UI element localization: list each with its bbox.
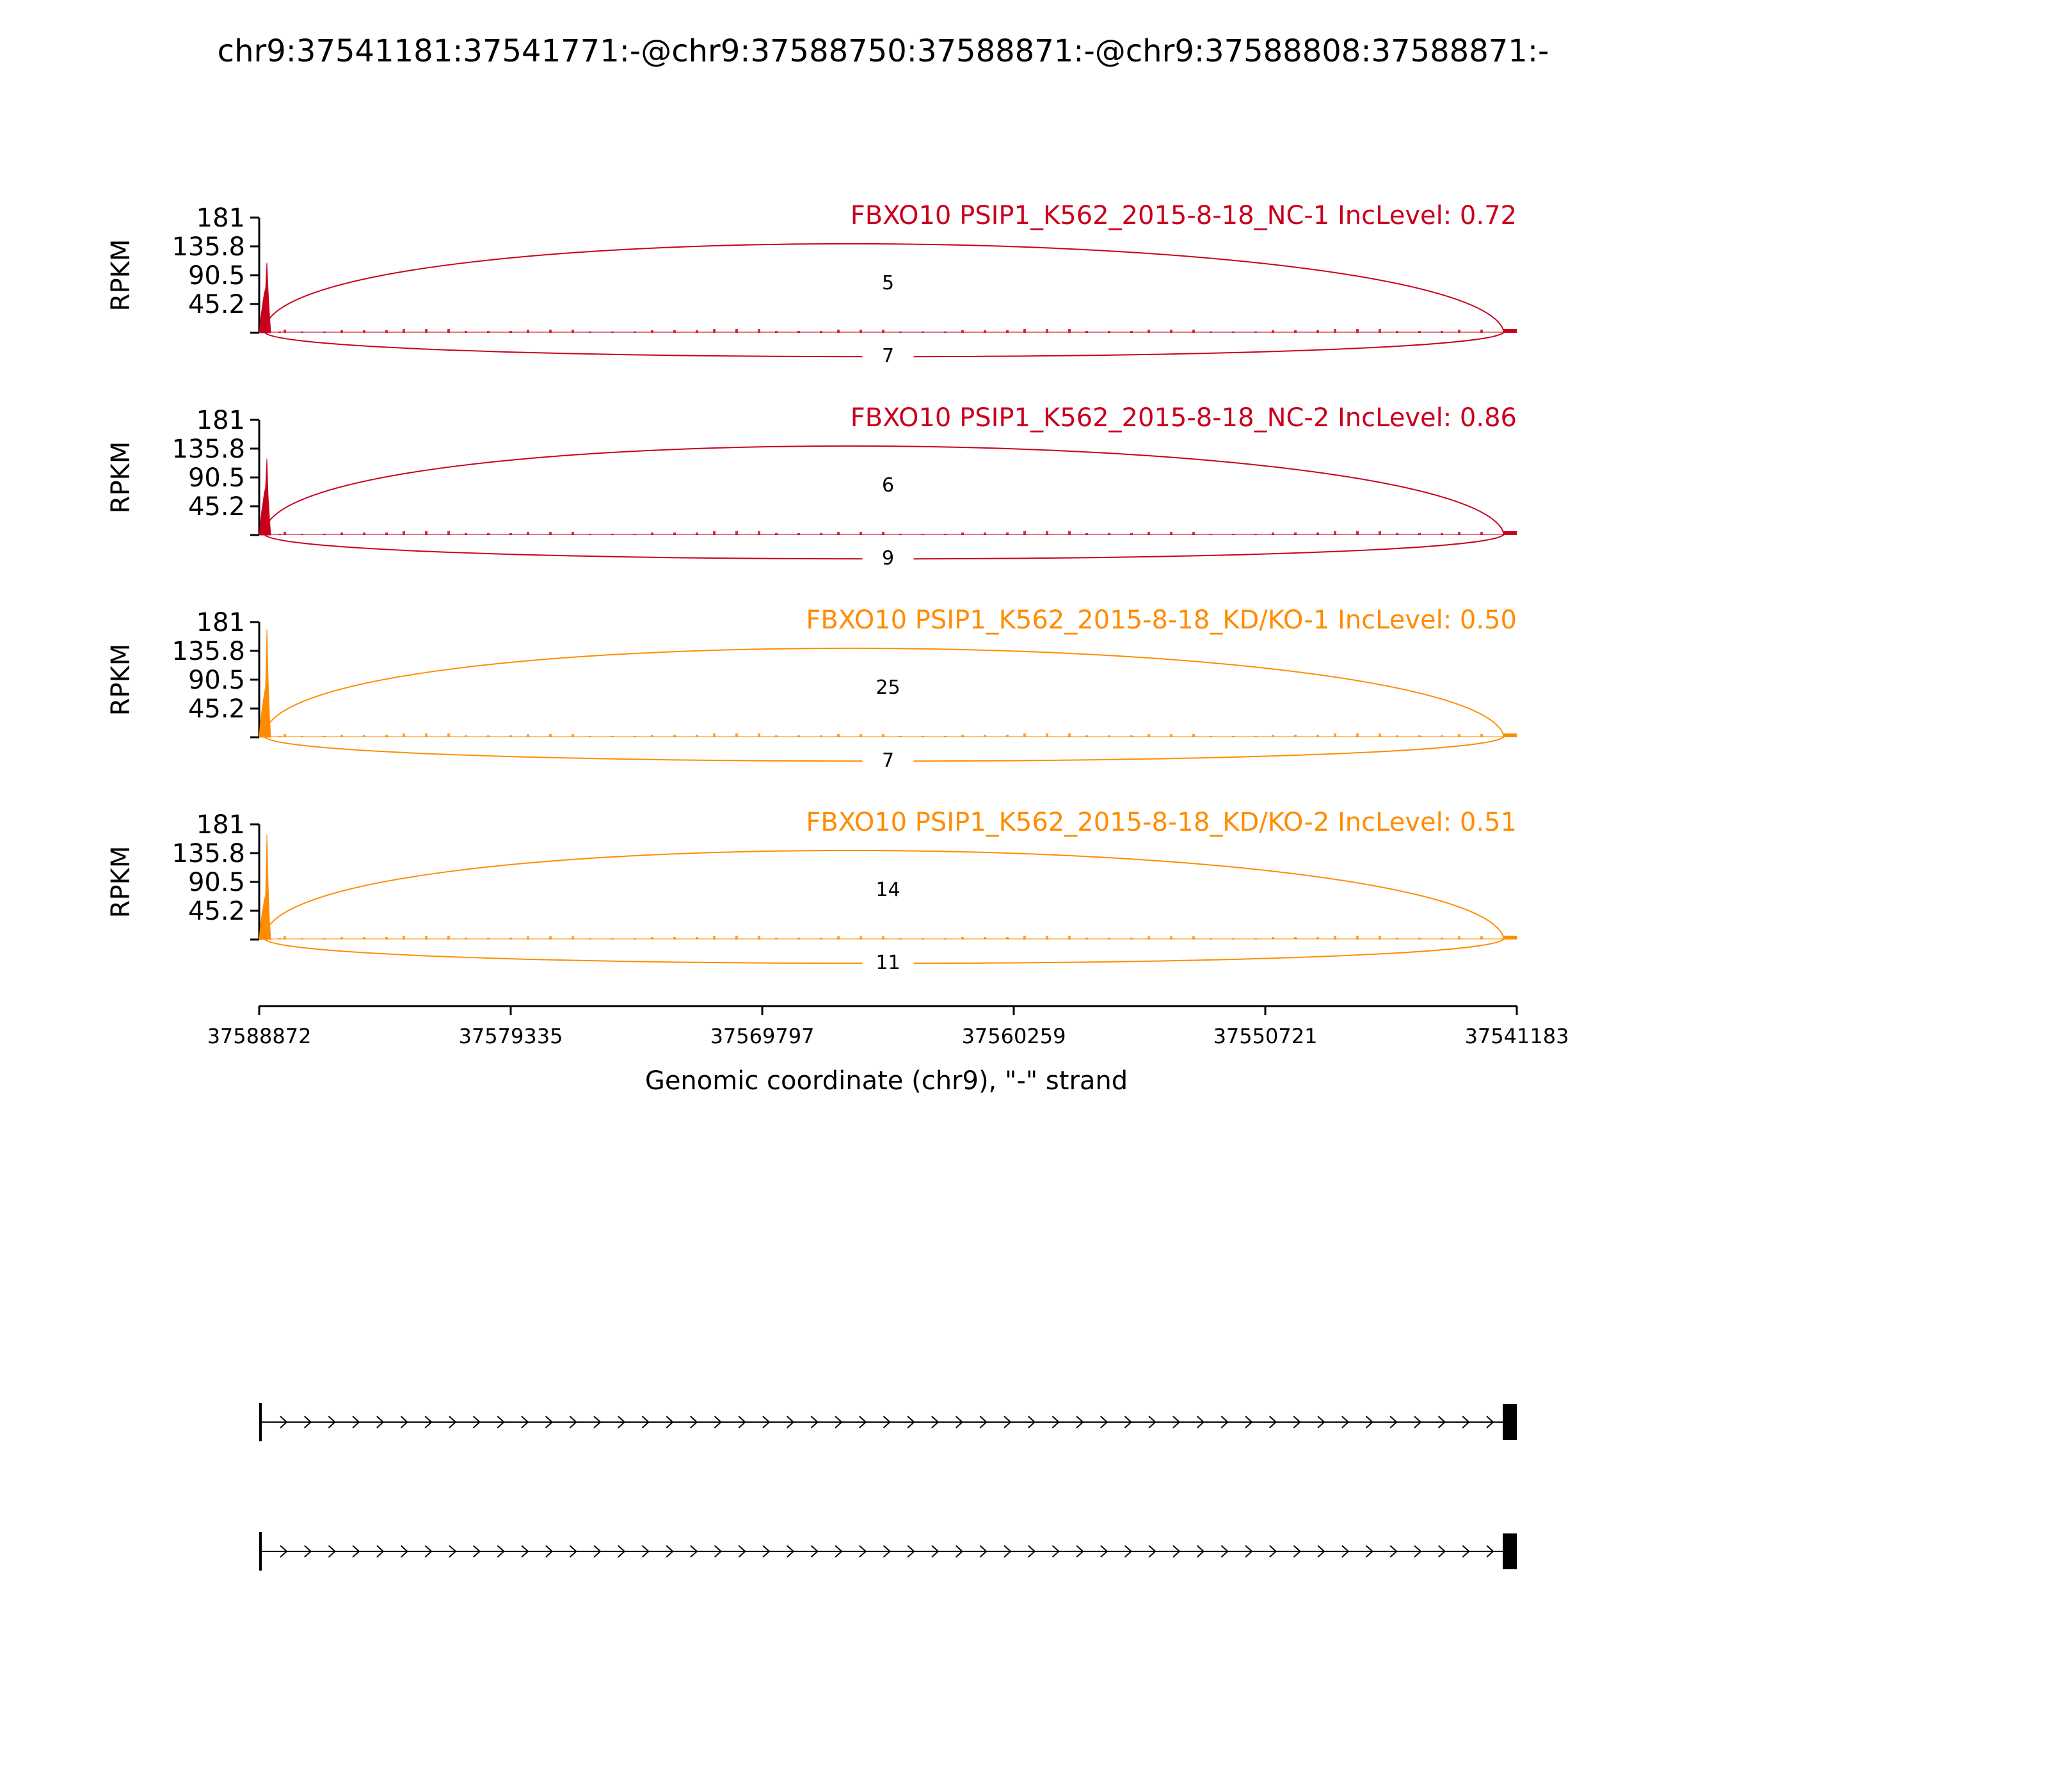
coverage-speck (549, 330, 552, 333)
coverage-speck (1418, 938, 1421, 940)
coverage-speck (363, 937, 365, 940)
coverage-speck (651, 330, 653, 333)
coverage-speck (713, 733, 716, 737)
coverage-speck (425, 531, 428, 535)
coverage-speck (961, 532, 964, 535)
coverage-speck (1023, 936, 1026, 940)
coverage-speck (1316, 735, 1319, 737)
coverage-speck (549, 734, 552, 737)
coverage-speck (1085, 938, 1088, 940)
coverage-speck (1192, 532, 1195, 535)
coverage-peak (259, 263, 271, 333)
coverage-speck (487, 938, 490, 940)
coverage-speck (611, 332, 614, 333)
coverage-speck (611, 534, 614, 535)
coverage-speck (403, 733, 405, 737)
coverage-speck (860, 330, 862, 333)
coverage-speck (363, 330, 365, 333)
sample-panel (106, 201, 1517, 370)
coverage-speck (301, 534, 303, 535)
coverage-speck (1130, 533, 1133, 535)
sample-panels (106, 201, 1517, 977)
sample-panel (106, 403, 1517, 572)
coverage-speck (465, 331, 467, 333)
coverage-speck (323, 332, 326, 333)
coverage-speck (1418, 331, 1421, 333)
coverage-speck (1232, 534, 1235, 535)
coverage-speck (284, 532, 286, 535)
coverage-speck (961, 330, 964, 333)
coverage-speck (899, 736, 902, 737)
coverage-speck (1108, 938, 1110, 940)
coverage-speck (735, 936, 738, 940)
coverage-peak (259, 459, 271, 535)
coverage-speck (984, 532, 986, 535)
junction-count-top: 25 (876, 676, 900, 699)
coverage-speck (1068, 733, 1071, 737)
coverage-speck (634, 938, 636, 940)
coverage-speck (465, 735, 467, 737)
transcript-model (260, 1532, 1517, 1571)
coverage-speck (1170, 734, 1172, 737)
coverage-speck (572, 936, 574, 940)
coverage-speck (284, 734, 286, 737)
coverage-speck (1006, 735, 1009, 737)
x-tick-label: 37560259 (961, 1024, 1066, 1048)
y-tick-label: 90.5 (188, 463, 245, 493)
coverage-peak (259, 629, 271, 737)
coverage-speck (385, 330, 388, 333)
coverage-speck (775, 331, 778, 333)
coverage-speck (984, 735, 986, 737)
coverage-speck (922, 938, 924, 940)
coverage-speck (775, 533, 778, 535)
coverage-speck (465, 533, 467, 535)
coverage-speck (1396, 533, 1398, 535)
coverage-speck (1085, 331, 1088, 333)
coverage-speck (1334, 936, 1336, 940)
coverage-speck (425, 329, 428, 333)
coverage-speck (1316, 330, 1319, 333)
coverage-speck (1068, 329, 1071, 333)
coverage-speck (1272, 735, 1274, 737)
y-tick-label: 45.2 (188, 897, 245, 927)
x-tick-label: 37541183 (1464, 1024, 1569, 1048)
coverage-speck (922, 534, 924, 535)
coverage-speck (1023, 733, 1026, 737)
coverage-speck (634, 736, 636, 737)
coverage-speck (323, 736, 326, 737)
coverage-speck (549, 936, 552, 940)
coverage-speck (1006, 937, 1009, 940)
coverage-speck (1130, 938, 1133, 940)
coverage-speck (1046, 531, 1048, 535)
coverage-speck (1254, 534, 1257, 535)
coverage-speck (797, 938, 800, 940)
y-tick-label: 45.2 (188, 694, 245, 724)
coverage-speck (1254, 938, 1257, 940)
coverage-speck (673, 330, 676, 333)
coverage-speck (527, 734, 529, 737)
coverage-speck (301, 938, 303, 940)
coverage-speck (1458, 734, 1460, 737)
coverage-speck (323, 938, 326, 940)
coverage-speck (1085, 533, 1088, 535)
coverage-speck (696, 937, 698, 940)
coverage-speck (984, 330, 986, 333)
coverage-speck (944, 332, 947, 333)
coverage-speck (882, 734, 884, 737)
coverage-speck (509, 331, 512, 333)
x-tick-label: 37579335 (458, 1024, 563, 1048)
coverage-speck (509, 735, 512, 737)
coverage-speck (696, 532, 698, 535)
coverage-speck (278, 534, 281, 535)
coverage-speck (1294, 330, 1297, 333)
coverage-speck (961, 735, 964, 737)
coverage-speck (1254, 332, 1257, 333)
coverage-speck (1148, 532, 1150, 535)
transcript-model (260, 1403, 1517, 1441)
coverage-speck (527, 532, 529, 535)
x-tick-label: 37569797 (710, 1024, 815, 1048)
x-tick-label: 37550721 (1213, 1024, 1318, 1048)
coverage-speck (1379, 531, 1381, 535)
coverage-speck (837, 532, 840, 535)
coverage-speck (385, 532, 388, 535)
coverage-speck (634, 332, 636, 333)
coverage-speck (673, 735, 676, 737)
y-axis-label: RPKM (106, 643, 136, 716)
coverage-speck (820, 331, 822, 333)
coverage-speck (837, 734, 840, 737)
coverage-speck (1356, 329, 1359, 333)
coverage-speck (572, 734, 574, 737)
coverage-speck (465, 938, 467, 940)
coverage-speck (487, 331, 490, 333)
x-axis (207, 1006, 1569, 1048)
y-tick-label: 45.2 (188, 492, 245, 522)
coverage-speck (1108, 533, 1110, 535)
coverage-speck (797, 533, 800, 535)
coverage-speck (820, 533, 822, 535)
coverage-speck (696, 735, 698, 737)
coverage-speck (1210, 736, 1212, 737)
y-tick-label: 181 (196, 204, 245, 233)
coverage-speck (1441, 331, 1443, 333)
coverage-speck (403, 329, 405, 333)
coverage-speck (284, 330, 286, 333)
coverage-speck (860, 734, 862, 737)
coverage-speck (651, 735, 653, 737)
coverage-speck (1356, 936, 1359, 940)
coverage-speck (1458, 532, 1460, 535)
coverage-speck (735, 531, 738, 535)
coverage-speck (1272, 532, 1274, 535)
coverage-speck (278, 332, 281, 333)
sample-panel (106, 808, 1517, 977)
coverage-peak-right (1503, 531, 1517, 535)
coverage-speck (713, 531, 716, 535)
coverage-speck (673, 937, 676, 940)
coverage-speck (425, 936, 428, 940)
coverage-speck (735, 733, 738, 737)
sample-panel (106, 605, 1517, 774)
coverage-speck (860, 936, 862, 940)
coverage-speck (1441, 938, 1443, 940)
coverage-speck (1006, 532, 1009, 535)
coverage-speck (1192, 936, 1195, 940)
coverage-speck (1480, 734, 1483, 737)
coverage-speck (1210, 938, 1212, 940)
coverage-speck (1458, 936, 1460, 940)
coverage-speck (1441, 533, 1443, 535)
sample-title: FBXO10 PSIP1_K562_2015-8-18_KD/KO-1 IncLevel: 0.50 (806, 605, 1517, 635)
coverage-speck (797, 735, 800, 737)
coverage-speck (1458, 330, 1460, 333)
coverage-speck (673, 532, 676, 535)
y-tick-label: 90.5 (188, 666, 245, 695)
coverage-speck (922, 332, 924, 333)
y-tick-label: 181 (196, 608, 245, 637)
coverage-speck (487, 735, 490, 737)
coverage-speck (549, 532, 552, 535)
coverage-speck (1418, 735, 1421, 737)
coverage-speck (713, 329, 716, 333)
coverage-speck (589, 736, 591, 737)
coverage-speck (1316, 532, 1319, 535)
coverage-peak-right (1503, 329, 1517, 333)
coverage-speck (1379, 329, 1381, 333)
coverage-speck (1170, 330, 1172, 333)
coverage-speck (922, 736, 924, 737)
coverage-speck (611, 736, 614, 737)
y-tick-label: 90.5 (188, 261, 245, 291)
coverage-speck (385, 937, 388, 940)
coverage-speck (301, 736, 303, 737)
coverage-speck (1046, 733, 1048, 737)
coverage-peak-right (1503, 733, 1517, 737)
coverage-speck (1046, 329, 1048, 333)
x-tick-label: 37588872 (207, 1024, 312, 1048)
coverage-speck (1046, 936, 1048, 940)
coverage-speck (882, 936, 884, 940)
x-axis-label: Genomic coordinate (chr9), "-" strand (644, 1066, 1128, 1096)
junction-count-top: 5 (881, 272, 895, 294)
coverage-speck (713, 936, 716, 940)
coverage-speck (1130, 331, 1133, 333)
sample-title: FBXO10 PSIP1_K562_2015-8-18_NC-1 IncLevel: 0.72 (850, 201, 1517, 230)
coverage-speck (385, 735, 388, 737)
y-tick-label: 135.8 (172, 232, 245, 262)
y-tick-label: 90.5 (188, 868, 245, 897)
coverage-speck (278, 938, 281, 940)
y-tick-label: 135.8 (172, 636, 245, 666)
coverage-speck (447, 531, 450, 535)
coverage-speck (1396, 735, 1398, 737)
coverage-speck (1379, 936, 1381, 940)
coverage-speck (340, 330, 343, 333)
coverage-speck (1148, 936, 1150, 940)
exon-block (1503, 1533, 1517, 1569)
coverage-speck (758, 531, 760, 535)
coverage-speck (758, 329, 760, 333)
sample-title: FBXO10 PSIP1_K562_2015-8-18_NC-2 IncLevel: 0.86 (850, 403, 1517, 433)
coverage-speck (1068, 936, 1071, 940)
coverage-speck (487, 533, 490, 535)
coverage-speck (323, 534, 326, 535)
coverage-speck (527, 330, 529, 333)
coverage-speck (1148, 330, 1150, 333)
coverage-speck (634, 534, 636, 535)
coverage-speck (1334, 531, 1336, 535)
coverage-speck (589, 332, 591, 333)
coverage-speck (758, 733, 760, 737)
coverage-speck (447, 733, 450, 737)
coverage-speck (278, 736, 281, 737)
coverage-speck (899, 938, 902, 940)
coverage-speck (572, 532, 574, 535)
coverage-peak-right (1503, 936, 1517, 940)
coverage-speck (837, 936, 840, 940)
coverage-speck (509, 938, 512, 940)
coverage-speck (1356, 531, 1359, 535)
coverage-speck (775, 735, 778, 737)
coverage-speck (284, 936, 286, 940)
coverage-speck (527, 936, 529, 940)
junction-count-bottom: 7 (881, 749, 895, 772)
coverage-speck (984, 937, 986, 940)
coverage-speck (403, 936, 405, 940)
coverage-speck (1023, 531, 1026, 535)
plot-title: chr9:37541181:37541771:-@chr9:37588750:37588871:-@chr9:37588808:37588871:- (217, 33, 1549, 69)
y-tick-label: 181 (196, 810, 245, 840)
sample-title: FBXO10 PSIP1_K562_2015-8-18_KD/KO-2 IncLevel: 0.51 (806, 808, 1517, 837)
coverage-speck (1068, 531, 1071, 535)
coverage-speck (403, 531, 405, 535)
coverage-speck (363, 735, 365, 737)
y-tick-label: 45.2 (188, 290, 245, 320)
coverage-speck (944, 736, 947, 737)
y-tick-label: 181 (196, 406, 245, 435)
coverage-speck (797, 331, 800, 333)
coverage-speck (1480, 936, 1483, 940)
coverage-speck (860, 532, 862, 535)
coverage-speck (1170, 532, 1172, 535)
coverage-speck (611, 938, 614, 940)
coverage-speck (509, 533, 512, 535)
coverage-speck (1294, 735, 1297, 737)
coverage-speck (1023, 329, 1026, 333)
coverage-speck (820, 735, 822, 737)
junction-count-bottom: 7 (881, 345, 895, 367)
coverage-speck (1418, 533, 1421, 535)
coverage-speck (1085, 735, 1088, 737)
coverage-speck (425, 733, 428, 737)
coverage-speck (1379, 733, 1381, 737)
coverage-speck (1441, 735, 1443, 737)
coverage-speck (1272, 937, 1274, 940)
y-axis-label: RPKM (106, 441, 136, 514)
coverage-speck (1316, 937, 1319, 940)
coverage-speck (735, 329, 738, 333)
coverage-speck (1480, 330, 1483, 333)
coverage-speck (1294, 937, 1297, 940)
coverage-speck (1480, 532, 1483, 535)
coverage-speck (340, 532, 343, 535)
coverage-speck (944, 938, 947, 940)
coverage-speck (340, 937, 343, 940)
y-tick-label: 135.8 (172, 838, 245, 868)
coverage-speck (589, 938, 591, 940)
coverage-speck (882, 532, 884, 535)
coverage-speck (572, 330, 574, 333)
coverage-speck (1396, 938, 1398, 940)
coverage-speck (1006, 330, 1009, 333)
coverage-speck (1170, 936, 1172, 940)
coverage-speck (1232, 332, 1235, 333)
coverage-speck (775, 938, 778, 940)
coverage-speck (340, 735, 343, 737)
coverage-speck (1108, 331, 1110, 333)
exon-block (1503, 1404, 1517, 1440)
coverage-speck (1254, 736, 1257, 737)
coverage-peak (259, 835, 271, 940)
coverage-speck (1130, 735, 1133, 737)
coverage-speck (961, 937, 964, 940)
coverage-speck (1192, 330, 1195, 333)
coverage-speck (899, 332, 902, 333)
coverage-speck (1356, 733, 1359, 737)
coverage-speck (1232, 938, 1235, 940)
coverage-speck (447, 936, 450, 940)
y-axis-label: RPKM (106, 239, 136, 312)
coverage-speck (1334, 329, 1336, 333)
coverage-speck (1148, 734, 1150, 737)
coverage-speck (1108, 735, 1110, 737)
junction-count-top: 6 (881, 474, 895, 497)
coverage-speck (651, 532, 653, 535)
coverage-speck (301, 332, 303, 333)
coverage-speck (1272, 330, 1274, 333)
junction-count-top: 14 (876, 879, 900, 901)
coverage-speck (1396, 331, 1398, 333)
junction-count-bottom: 9 (881, 547, 895, 570)
y-axis-label: RPKM (106, 845, 136, 918)
coverage-speck (651, 937, 653, 940)
coverage-speck (1334, 733, 1336, 737)
coverage-speck (363, 532, 365, 535)
coverage-speck (447, 329, 450, 333)
coverage-speck (758, 936, 760, 940)
junction-count-bottom: 11 (876, 952, 900, 974)
coverage-speck (944, 534, 947, 535)
coverage-speck (899, 534, 902, 535)
coverage-speck (1294, 532, 1297, 535)
coverage-speck (882, 330, 884, 333)
coverage-speck (696, 330, 698, 333)
coverage-speck (1210, 534, 1212, 535)
coverage-speck (837, 330, 840, 333)
coverage-speck (1232, 736, 1235, 737)
transcript-tracks (260, 1403, 1517, 1571)
coverage-speck (1210, 332, 1212, 333)
coverage-speck (589, 534, 591, 535)
y-tick-label: 135.8 (172, 434, 245, 464)
coverage-speck (820, 938, 822, 940)
coverage-speck (1192, 734, 1195, 737)
